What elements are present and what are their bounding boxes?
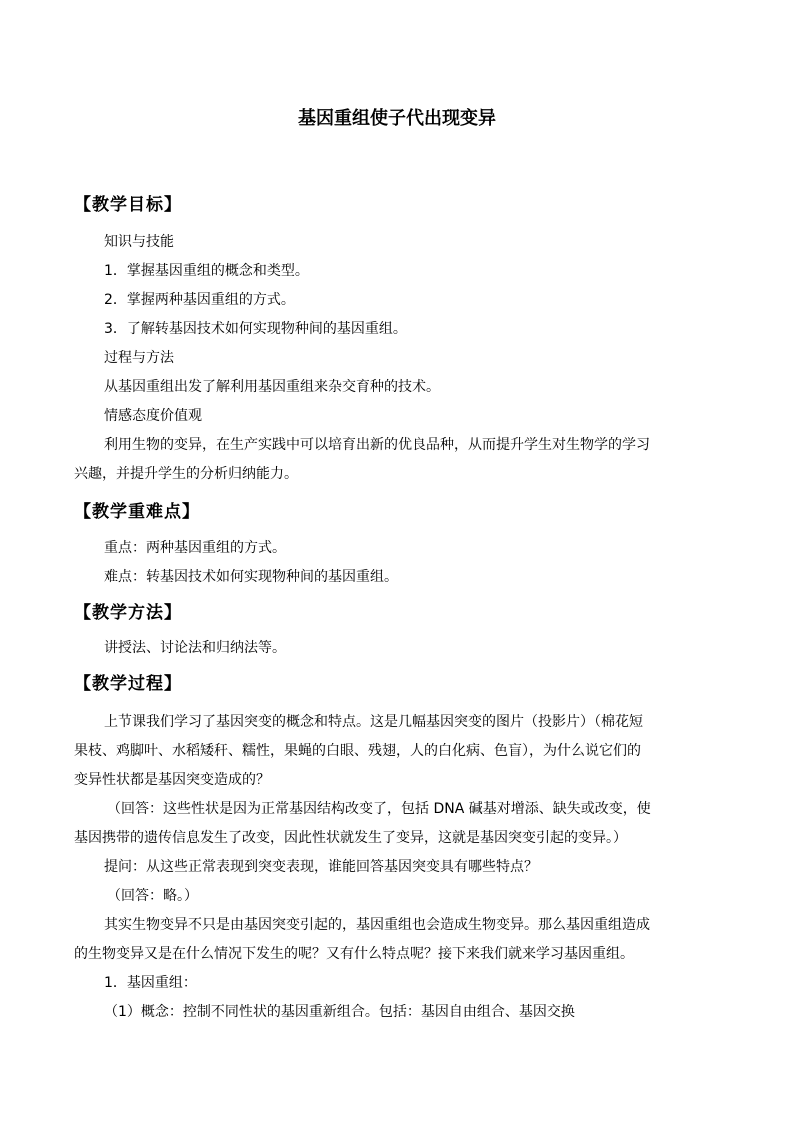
process-question: 提问：从这些正常表现到突变表现，谁能回答基因突变具有哪些特点？: [104, 859, 538, 875]
heading-teaching-method: 【教学方法】: [74, 603, 182, 623]
goal-item-1: 1．掌握基因重组的概念和类型。: [104, 263, 309, 279]
gene-recombination-heading: 1．基因重组：: [104, 975, 197, 991]
process-paragraph-2-line-1: （回答：这些性状是因为正常基因结构改变了，包括 DNA 碱基对增添、缺失或改变，使: [107, 801, 651, 817]
goal-item-3: 3．了解转基因技术如何实现物种间的基因重组。: [104, 321, 407, 337]
gene-recombination-concept: （1）概念：控制不同性状的基因重新组合。包括：基因自由组合、基因交换: [104, 1004, 575, 1020]
heading-key-difficult-points: 【教学重难点】: [74, 502, 200, 522]
emotion-text-line-1: 利用生物的变异，在生产实践中可以培育出新的优良品种，从而提升学生对生物学的学习: [104, 437, 650, 453]
process-paragraph-2-line-2: 基因携带的遗传信息发生了改变，因此性状就发生了变异，这就是基因突变引起的变异。）: [74, 830, 627, 846]
process-paragraph-1-line-1: 上节课我们学习了基因突变的概念和特点。这是几幅基因突变的图片（投影片）（棉花短: [104, 714, 643, 730]
process-paragraph-5-line-2: 的生物变异又是在什么情况下发生的呢？又有什么特点呢？接下来我们就来学习基因重组。: [74, 946, 634, 962]
emotion-heading: 情感态度价值观: [104, 408, 202, 424]
process-paragraph-1-line-3: 变异性状都是基因突变造成的？: [74, 772, 270, 788]
goal-item-2: 2．掌握两种基因重组的方式。: [104, 292, 295, 308]
key-point: 重点：两种基因重组的方式。: [104, 540, 286, 556]
process-paragraph-5-line-1: 其实生物变异不只是由基因突变引起的，基因重组也会造成生物变异。那么基因重组造成: [104, 917, 650, 933]
process-method-text: 从基因重组出发了解利用基因重组来杂交育种的技术。: [104, 379, 440, 395]
knowledge-skills-heading: 知识与技能: [104, 234, 174, 250]
heading-teaching-goals: 【教学目标】: [74, 195, 182, 215]
process-answer: （回答：略。）: [107, 888, 198, 904]
teaching-method-text: 讲授法、讨论法和归纳法等。: [104, 640, 286, 656]
difficult-point: 难点：转基因技术如何实现物种间的基因重组。: [104, 569, 398, 585]
heading-teaching-process: 【教学过程】: [74, 674, 182, 694]
page-title: 基因重组使子代出现变异: [298, 108, 496, 129]
emotion-text-line-2: 兴趣，并提升学生的分析归纳能力。: [74, 466, 298, 482]
process-method-heading: 过程与方法: [104, 350, 174, 366]
process-paragraph-1-line-2: 果枝、鸡脚叶、水稻矮秆、糯性，果蝇的白眼、残翅，人的白化病、色盲），为什么说它们的: [74, 743, 641, 759]
